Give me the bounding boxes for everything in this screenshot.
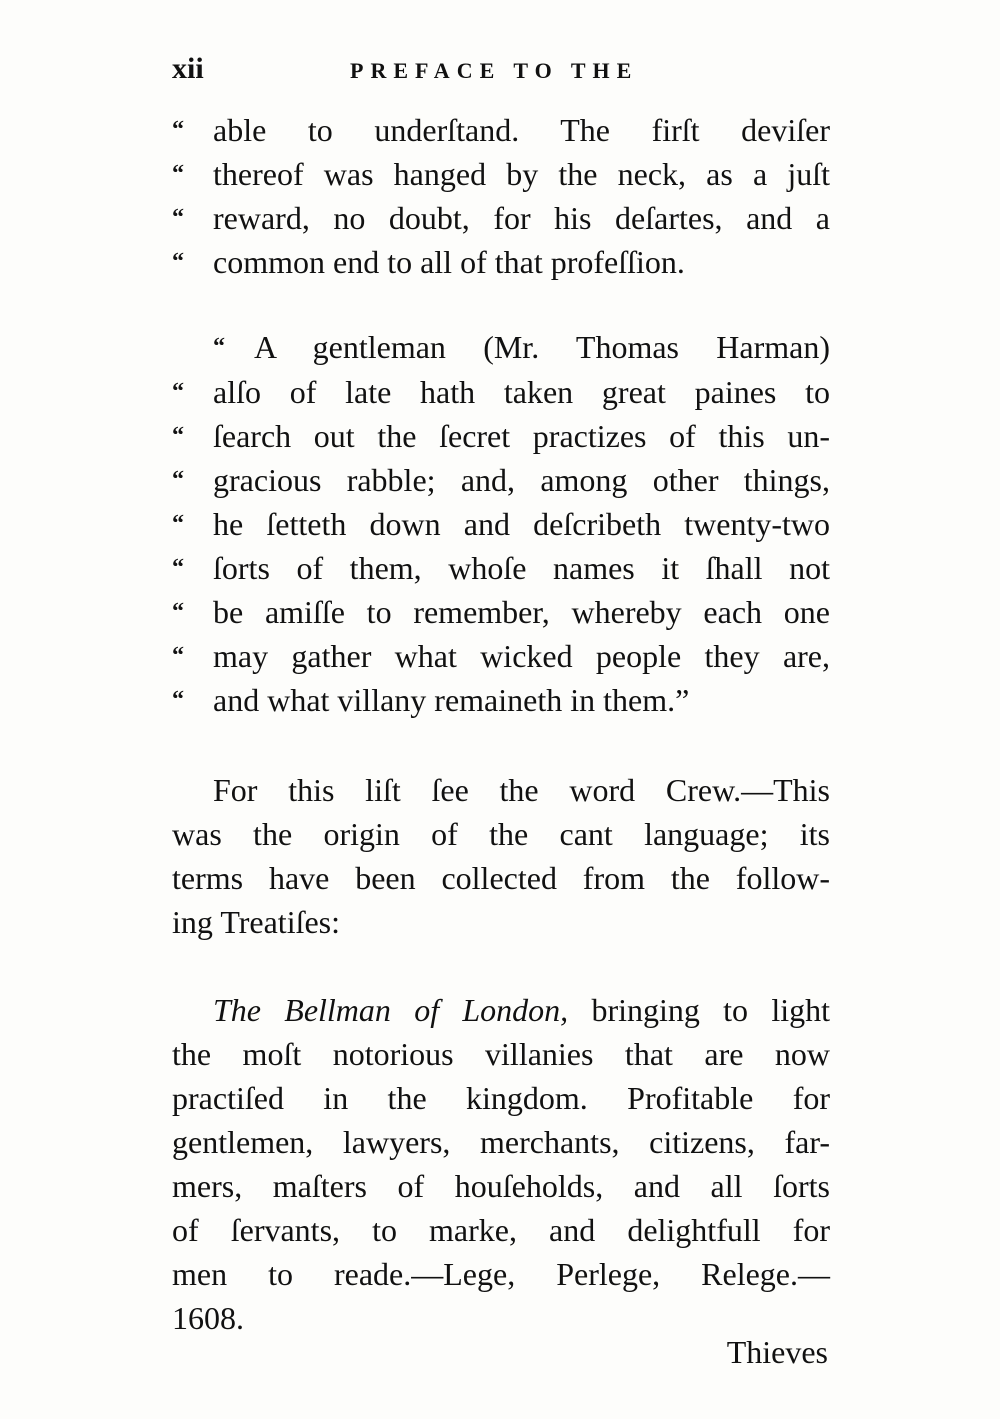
text-line	[0, 548, 1000, 588]
text-line	[213, 990, 830, 1030]
line-text: was the origin of the cant language; its	[172, 816, 830, 852]
line-text: bringing to light	[568, 992, 831, 1028]
line-text: 1608.	[172, 1300, 244, 1336]
quote-mark: “	[172, 599, 184, 625]
text-line	[0, 154, 1000, 194]
quote-mark: “	[172, 643, 184, 669]
line-text: practiſed in the kingdom. Profitable for	[172, 1080, 830, 1116]
text-line	[0, 504, 1000, 544]
running-head: PREFACE TO THE	[350, 58, 639, 83]
line-text: A gentleman (Mr. Thomas Harman)	[254, 329, 830, 365]
line-text: For this liſt ſee the word Crew.—This	[213, 772, 830, 808]
treatise-title: The Bellman of London,	[213, 992, 569, 1028]
quote-mark: “	[172, 511, 184, 537]
text-line	[0, 110, 1000, 150]
text-line	[0, 416, 1000, 456]
quote-mark: “	[172, 423, 184, 449]
quote-mark: “	[172, 161, 184, 187]
text-line	[0, 636, 1000, 676]
line-text: able to underſtand. The firſt deviſer	[213, 112, 830, 148]
line-text: reward, no doubt, for his deſartes, and a	[213, 200, 830, 236]
line-text: and what villany remaineth in them.”	[213, 682, 690, 718]
quote-mark: “	[172, 467, 184, 493]
text-line	[0, 592, 1000, 632]
quote-mark: “	[172, 205, 184, 231]
line-text: the moſt notorious villanies that are now	[172, 1036, 830, 1072]
line-text: ſearch out the ſecret practizes of this un-	[213, 418, 830, 454]
page-header	[172, 52, 832, 92]
text-line	[0, 242, 1000, 282]
text-line	[0, 372, 1000, 412]
line-text: may gather what wicked people they are,	[213, 638, 830, 674]
line-text: thereof was hanged by the neck, as a juſt	[213, 156, 830, 192]
line-text: gentlemen, lawyers, merchants, citizens, far-	[172, 1124, 830, 1160]
line-text: common end to all of that profeſſion.	[213, 244, 685, 280]
text-line	[0, 460, 1000, 500]
page-number: xii	[172, 52, 204, 85]
quote-mark: “	[172, 249, 184, 275]
line-text: alſo of late hath taken great paines to	[213, 374, 830, 410]
text-line	[0, 198, 1000, 238]
quote-mark: “	[172, 117, 184, 143]
line-text: he ſetteth down and deſcribeth twenty-two	[213, 506, 830, 542]
line-text: mers, maſters of houſeholds, and all ſorts	[172, 1168, 830, 1204]
line-text: of ſervants, to marke, and delightfull for	[172, 1212, 830, 1248]
line-text: gracious rabble; and, among other things,	[213, 462, 830, 498]
line-text: ſorts of them, whoſe names it ſhall not	[213, 550, 830, 586]
catchword: Thieves	[726, 1334, 828, 1370]
text-line	[0, 680, 1000, 720]
quote-mark: “	[213, 334, 225, 360]
quote-mark: “	[172, 555, 184, 581]
line-text: ing Treatiſes:	[172, 904, 341, 940]
quote-mark: “	[172, 379, 184, 405]
line-text: men to reade.—Lege, Perlege, Relege.—	[172, 1256, 830, 1292]
quote-mark: “	[172, 687, 184, 713]
line-text: be amiſſe to remember, whereby each one	[213, 594, 830, 630]
line-text: terms have been collected from the follow-	[172, 860, 830, 896]
text-line	[0, 327, 1000, 367]
